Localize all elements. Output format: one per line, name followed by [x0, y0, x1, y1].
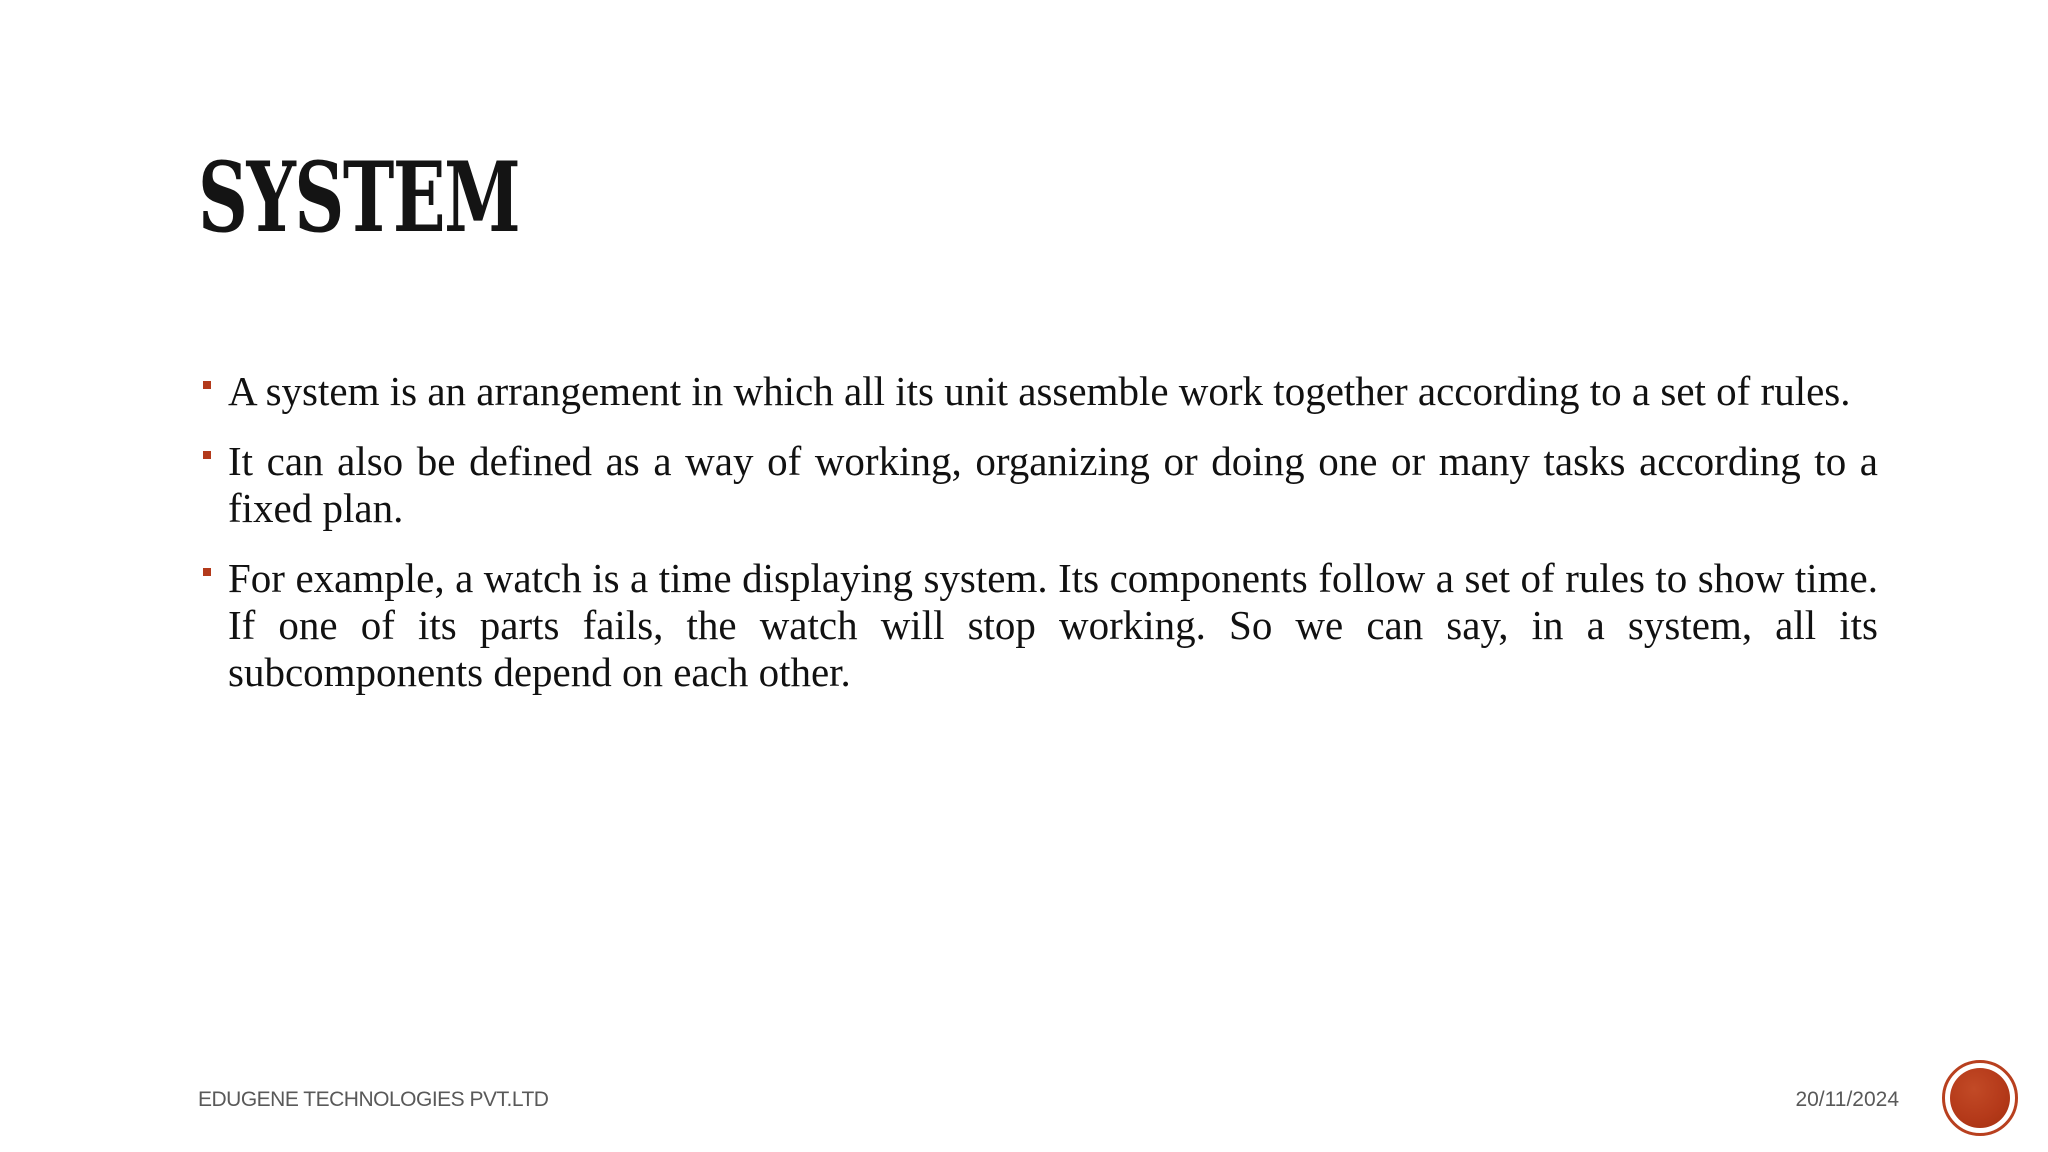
bullet-text: It can also be defined as a way of working, organizing or doing one or many tasks according to a fixed plan.: [228, 438, 1878, 531]
footer-organization: EDUGENE TECHNOLOGIES PVT.LTD: [198, 1088, 549, 1111]
circle-badge-icon: [1950, 1068, 2010, 1128]
footer-date: 20/11/2024: [1795, 1088, 1899, 1111]
bullet-item: [198, 438, 1878, 532]
bullet-item: [198, 368, 1878, 415]
bullet-list: [198, 368, 1878, 719]
square-bullet-icon: [203, 381, 211, 389]
bullet-item: [198, 555, 1878, 696]
slide-title: SYSTEM: [198, 141, 520, 254]
bullet-text: A system is an arrangement in which all its unit assemble work together according to a set of rules.: [228, 368, 1851, 414]
page-number-badge: [1942, 1060, 2018, 1136]
bullet-text: For example, a watch is a time displaying system. Its components follow a set of rules to show time. If one of its parts fails, the watch will stop working. So we can say, in a system, all its subcomponents depend on each other.: [228, 555, 1878, 695]
square-bullet-icon: [203, 568, 211, 576]
square-bullet-icon: [203, 451, 211, 459]
